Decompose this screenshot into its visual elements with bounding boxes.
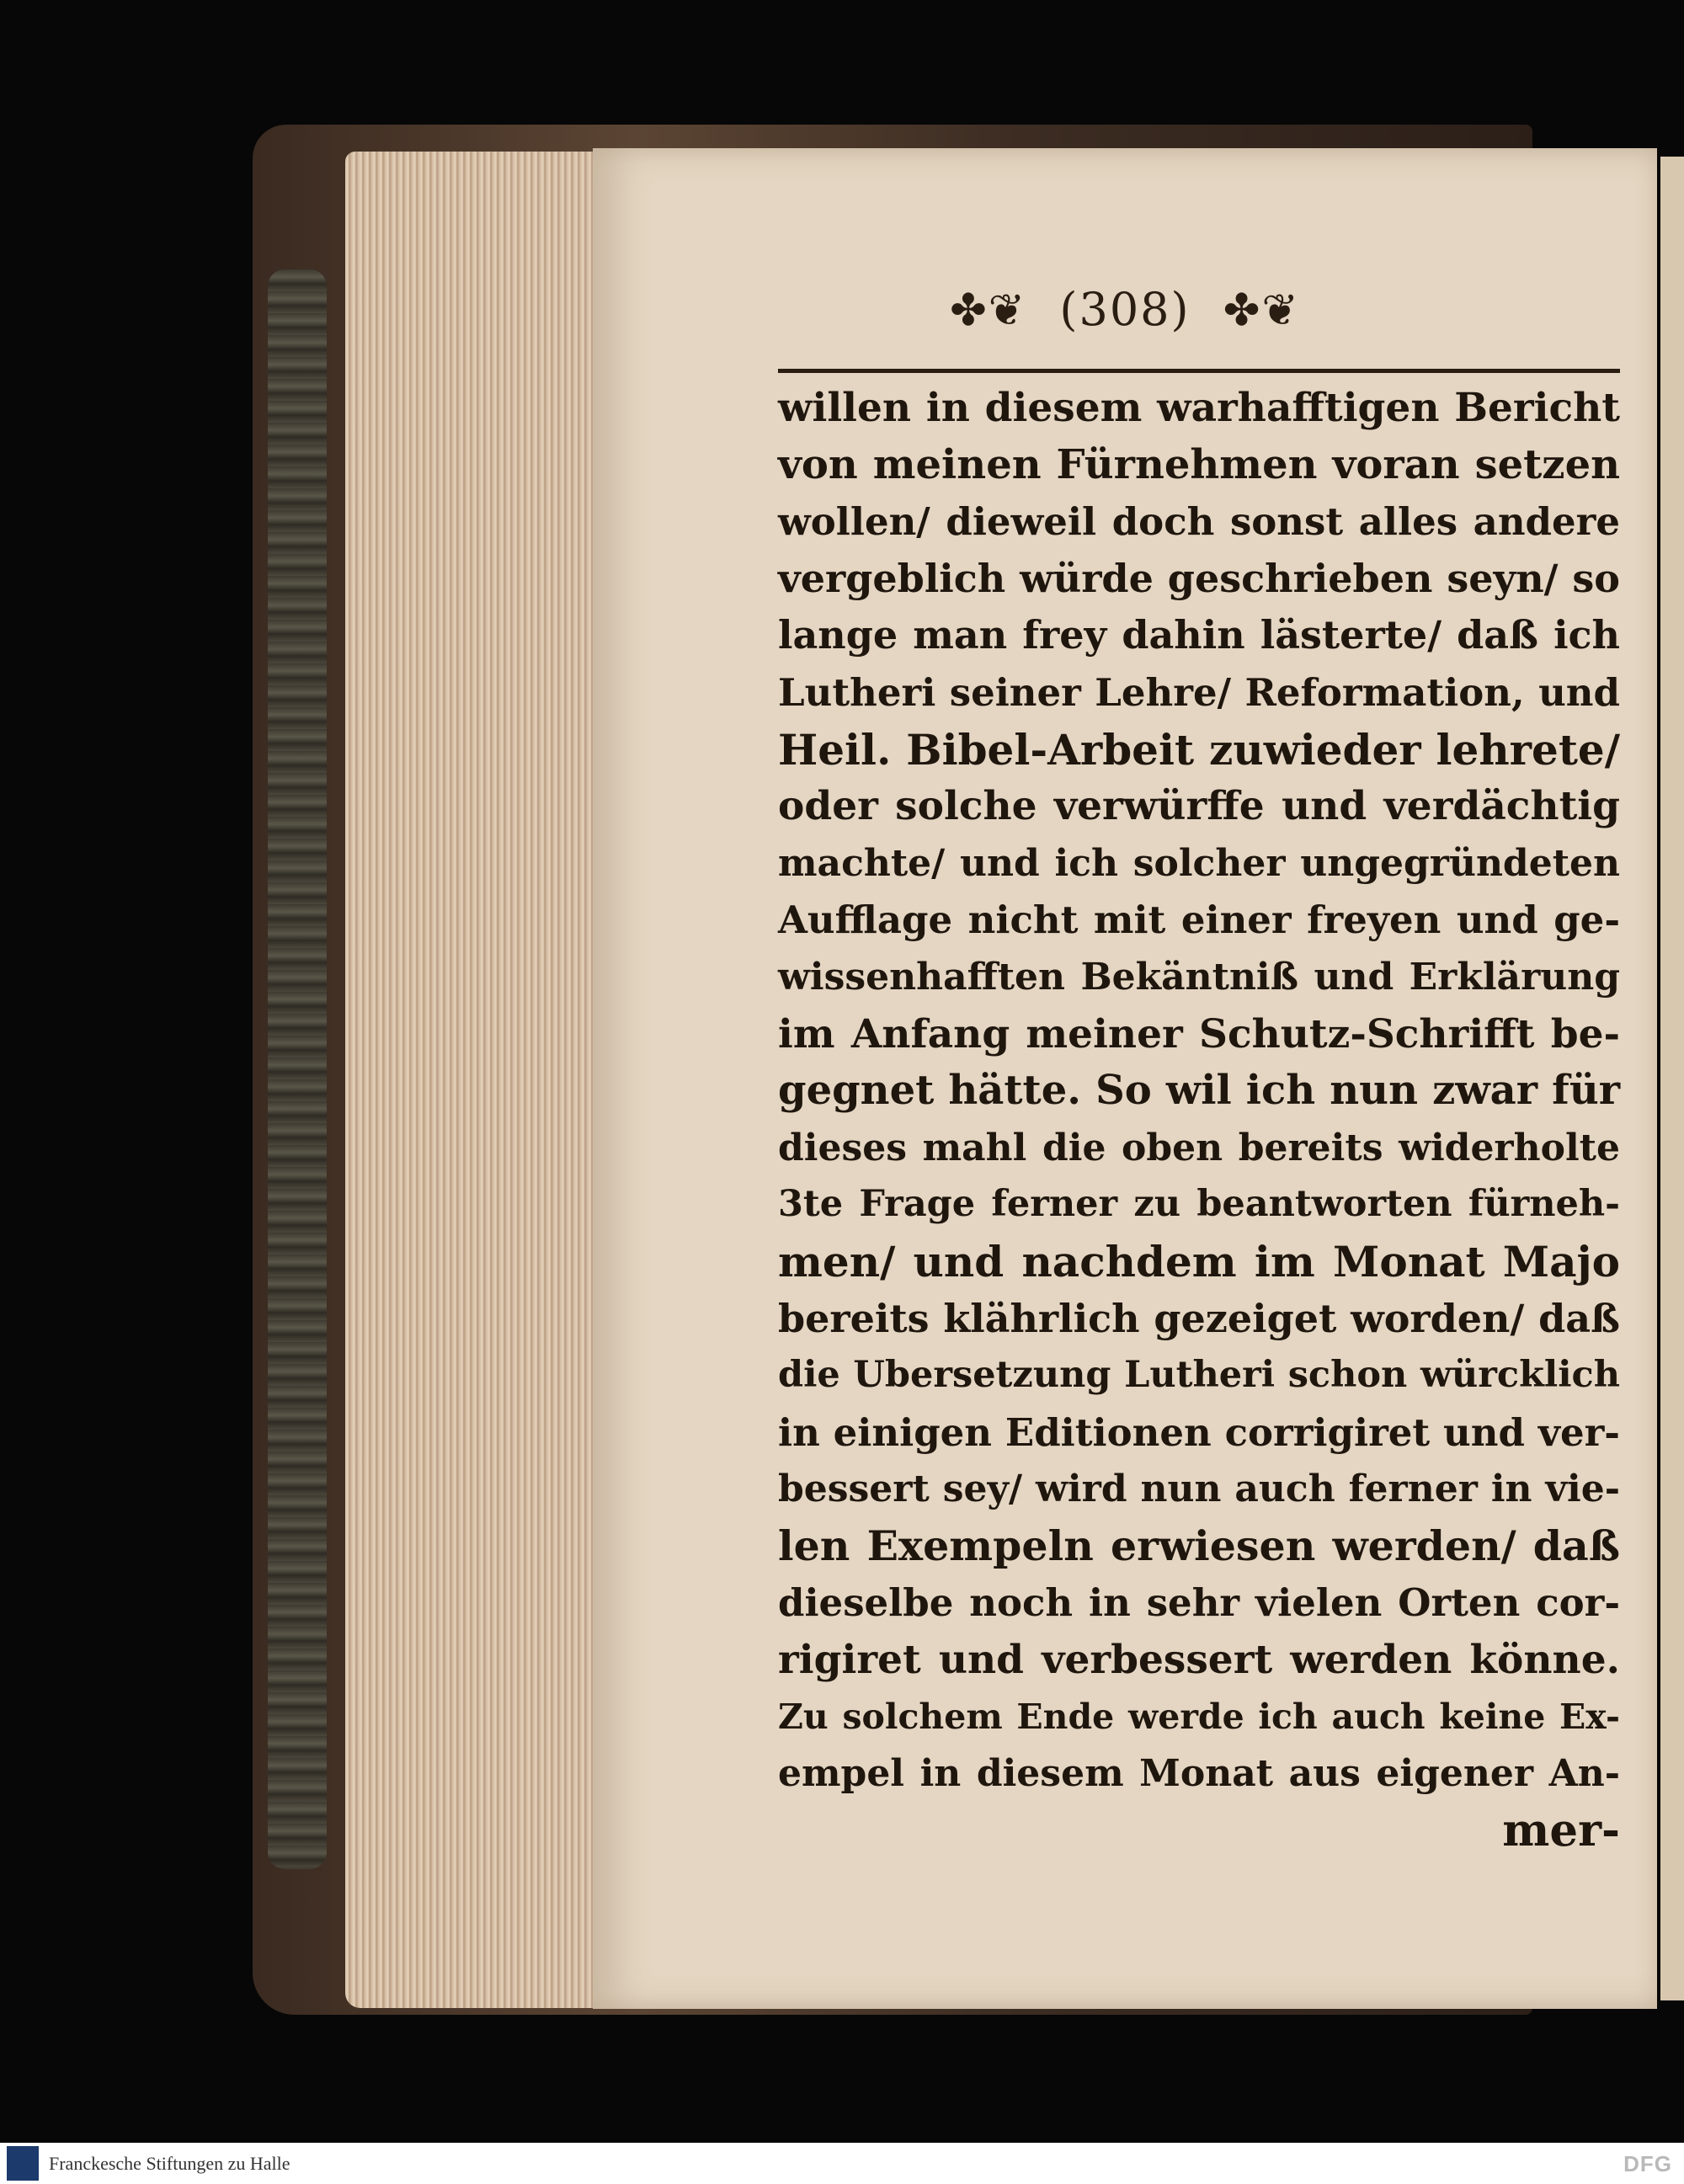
viewer-footer <box>0 2143 1684 2184</box>
text-line: men/ und nachdem im Monat Majo <box>778 1236 1620 1286</box>
text-line: len Exempeln erwiesen werden/ daß <box>778 1521 1620 1570</box>
text-line: lange man frey dahin lästerte/ daß ich <box>778 612 1620 658</box>
text-line: willen in diesem warhafftigen Bericht <box>778 385 1620 431</box>
institution-logo-icon <box>7 2146 39 2181</box>
text-line: Lutheri seiner Lehre/ Reformation, und <box>778 669 1620 715</box>
text-line: wissenhafften Bekäntniß und Erklärung <box>778 955 1620 999</box>
text-line: dieses mahl die oben bereits widerholte <box>778 1126 1620 1169</box>
text-line: die Ubersetzung Lutheri schon würcklich <box>778 1354 1620 1397</box>
text-line: 3te Frage ferner zu beantworten fürneh- <box>778 1183 1620 1226</box>
book-spine <box>268 269 327 1869</box>
text-line: Zu solchem Ende werde ich auch keine Ex- <box>778 1696 1620 1737</box>
header-ornament-left-icon: ✤❦ <box>950 285 1027 336</box>
catchword: mer- <box>1502 1803 1620 1856</box>
header-ornament-right-icon: ✤❦ <box>1223 285 1300 336</box>
text-line: bessert sey/ wird nun auch ferner in vie- <box>778 1468 1620 1511</box>
text-line: bereits klährlich gezeiget worden/ daß <box>778 1295 1620 1341</box>
text-line: in einigen Editionen corrigiret und ver- <box>778 1409 1620 1455</box>
text-line: machte/ und ich solcher ungegründeten <box>778 841 1620 885</box>
page-header <box>593 283 1657 336</box>
text-line: von meinen Fürnehmen voran setzen <box>778 440 1620 488</box>
text-line: vergeblich würde geschrieben seyn/ so <box>778 555 1620 601</box>
header-rule <box>778 369 1620 373</box>
text-line: im Anfang meiner Schutz-Schrifft be- <box>778 1010 1620 1057</box>
dfg-logo: DFG <box>1623 2151 1672 2176</box>
body-text <box>778 380 1620 1859</box>
text-line: dieselbe noch in sehr vielen Orten cor- <box>778 1580 1620 1626</box>
text-line: oder solche verwürffe und verdächtig <box>778 783 1620 830</box>
page-number: (308) <box>1059 283 1191 336</box>
book <box>253 118 1684 2021</box>
text-line: wollen/ dieweil doch sonst alles andere <box>778 499 1620 545</box>
text-line: Aufflage nicht mit einer freyen und ge- <box>778 898 1620 943</box>
text-line: rigiret und verbessert werden könne. <box>778 1637 1620 1684</box>
text-line: empel in diesem Monat aus eigener An- <box>778 1752 1620 1796</box>
institution-name: Franckesche Stiftungen zu Halle <box>49 2153 290 2174</box>
text-line: gegnet hätte. So wil ich nun zwar für <box>778 1067 1620 1115</box>
book-page <box>593 148 1657 2009</box>
facing-page-edge <box>1660 157 1684 2000</box>
text-line: Heil. Bibel-Arbeit zuwieder lehrete/ <box>778 724 1620 775</box>
